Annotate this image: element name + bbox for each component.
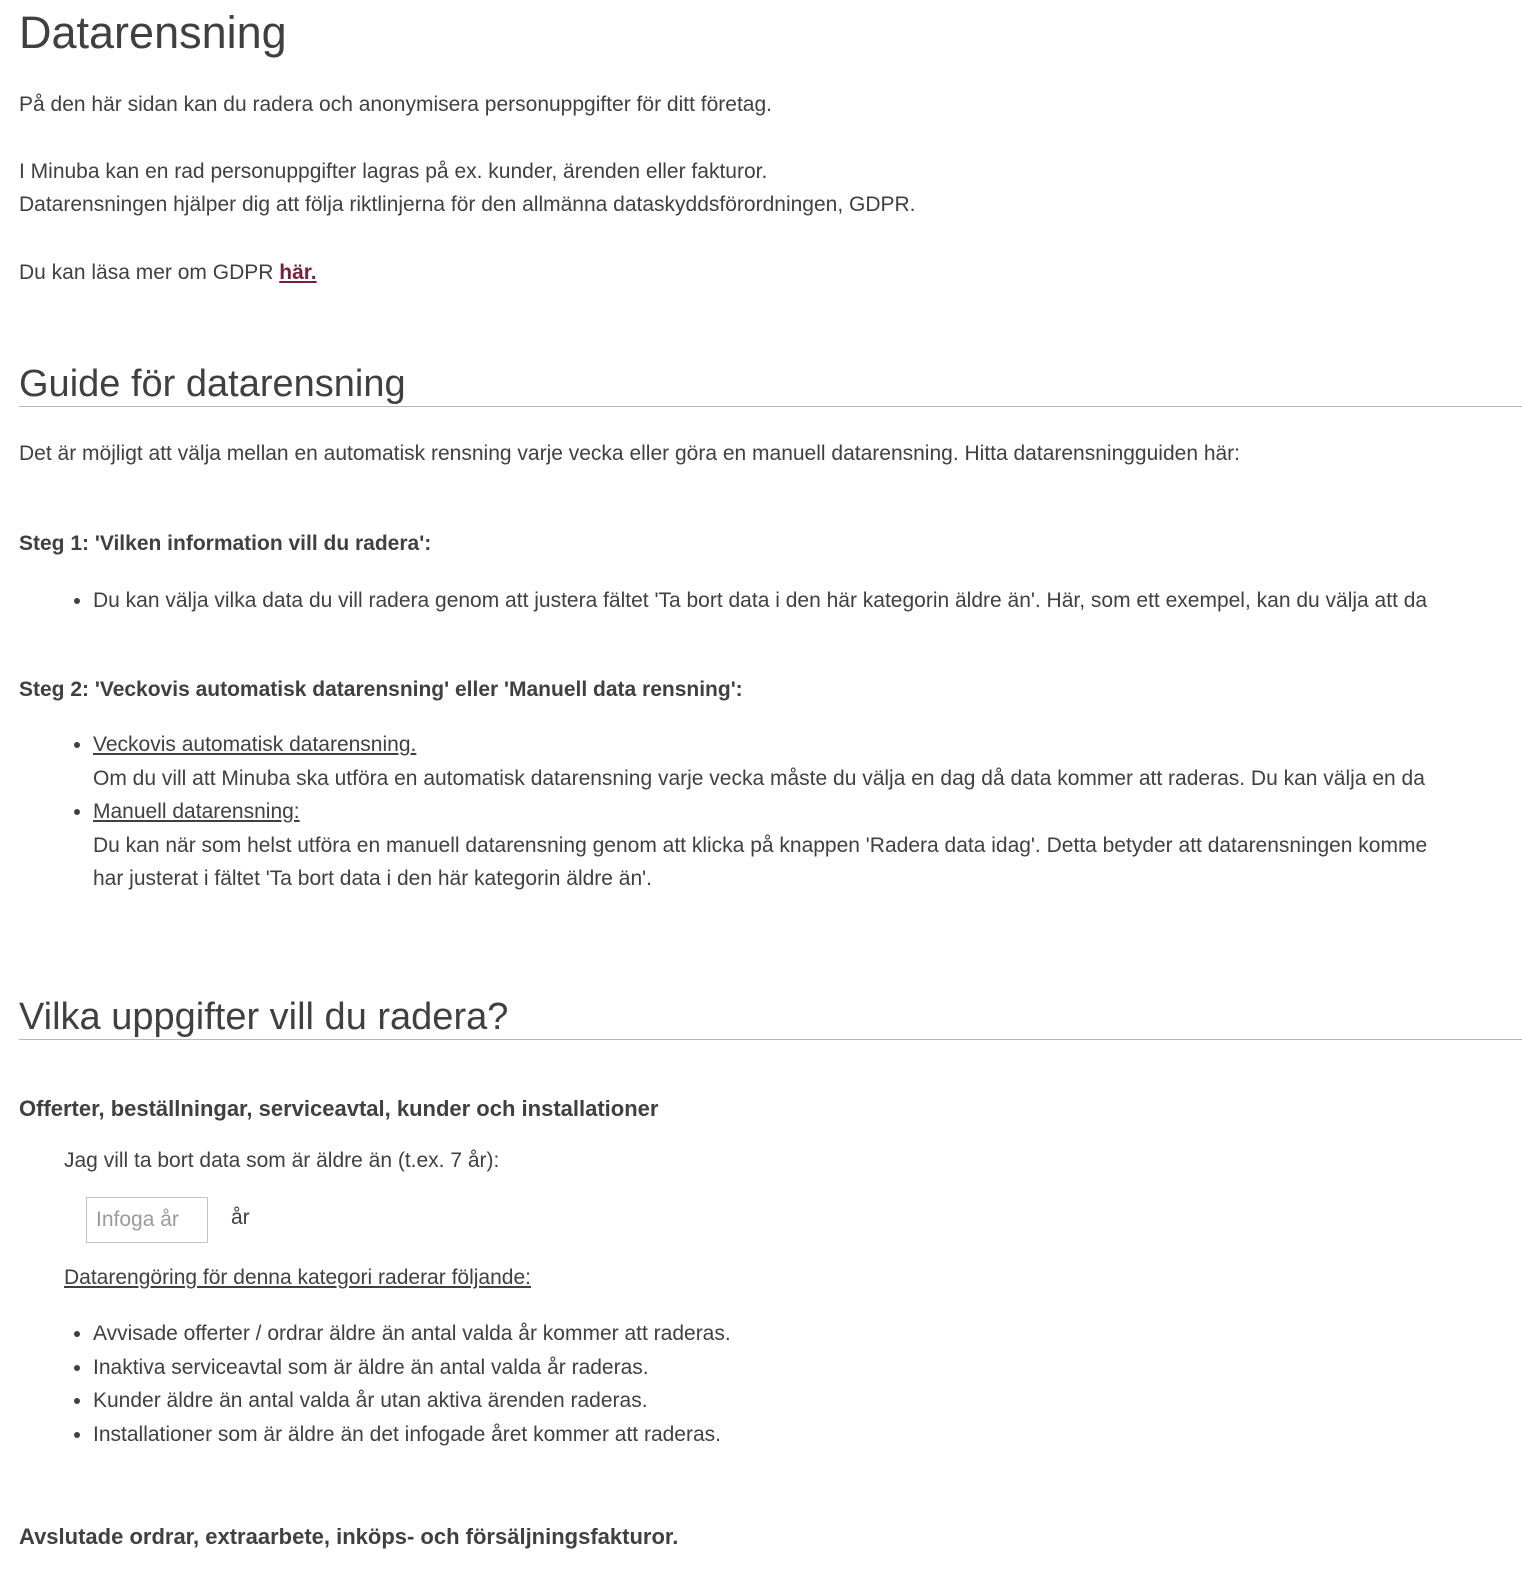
info-text-line-1: I Minuba kan en rad personuppgifter lagras på ex. kunder, ärenden eller fakturor.: [19, 160, 768, 183]
auto-cleanup-title: Veckovis automatisk datarensning.: [93, 733, 417, 756]
gdpr-link[interactable]: här.: [279, 261, 317, 284]
gdpr-read-more: [19, 256, 317, 289]
page-title: Datarensning: [19, 7, 287, 58]
auto-cleanup-text: Om du vill att Minuba ska utföra en automatisk datarensning varje vecka måste du välja en dag då data kommer att raderas. Du kan välja en da: [93, 766, 1425, 790]
category1-title: Offerter, beställningar, serviceavtal, kunder och installationer: [19, 1096, 659, 1121]
category1-effect-item: • Avvisade offerter / ordrar äldre än antal valda år kommer att raderas.: [93, 1317, 731, 1351]
delete-section-divider: [19, 1039, 1522, 1040]
step1-item: • Du kan välja vilka data du vill radera genom att justera fältet 'Ta bort data i den här kategorin äldre än'. Här, som ett exempel, kan du välja att da: [93, 584, 1427, 618]
category1-effect-item: • Inaktiva serviceavtal som är äldre än antal valda år raderas.: [93, 1351, 731, 1385]
step1-list: [74, 584, 1427, 618]
delete-section-heading: Vilka uppgifter vill du radera?: [19, 996, 509, 1038]
gdpr-read-more-prefix: Du kan läsa mer om GDPR: [19, 261, 280, 284]
step2-item-auto: [93, 728, 1427, 795]
category2-title: Avslutade ordrar, extraarbete, inköps- och försäljningsfakturor.: [19, 1524, 679, 1549]
guide-heading: Guide för datarensning: [19, 363, 406, 405]
step2-heading: Steg 2: 'Veckovis automatisk datarensning' eller 'Manuell data rensning':: [19, 678, 743, 701]
guide-description: Det är möjligt att välja mellan en automatisk rensning varje vecka eller göra en manuell datarensning. Hitta datarensningguiden här:: [19, 442, 1241, 465]
manual-cleanup-text-line-2: har justerat i fältet 'Ta bort data i den här kategorin äldre än'.: [93, 867, 653, 890]
category1-effects-list: [74, 1317, 731, 1451]
category1-effect-item: • Kunder äldre än antal valda år utan aktiva ärenden raderas.: [93, 1384, 731, 1418]
guide-divider: [19, 406, 1522, 407]
years-input[interactable]: [86, 1197, 208, 1243]
category1-prompt: Jag vill ta bort data som är äldre än (t.ex. 7 år):: [64, 1149, 500, 1172]
info-text-line-2: Datarensningen hjälper dig att följa riktlinjerna för den allmänna dataskyddsförordningen, GDPR.: [19, 193, 916, 216]
manual-cleanup-title: Manuell datarensning:: [93, 800, 300, 823]
manual-cleanup-text-line-1: Du kan när som helst utföra en manuell datarensning genom att klicka på knappen 'Radera data idag'. Detta betyder att datarensningen komme: [93, 833, 1428, 857]
step1-heading: Steg 1: 'Vilken information vill du radera':: [19, 532, 432, 555]
years-unit-label: år: [231, 1206, 250, 1229]
intro-text: På den här sidan kan du radera och anonymisera personuppgifter för ditt företag.: [19, 93, 772, 116]
step2-item-manual: [93, 795, 1427, 896]
category1-effects-title: Datarengöring för denna kategori raderar följande:: [64, 1266, 531, 1289]
category1-effect-item: • Installationer som är äldre än det infogade året kommer att raderas.: [93, 1418, 731, 1452]
step2-list: [74, 728, 1427, 896]
